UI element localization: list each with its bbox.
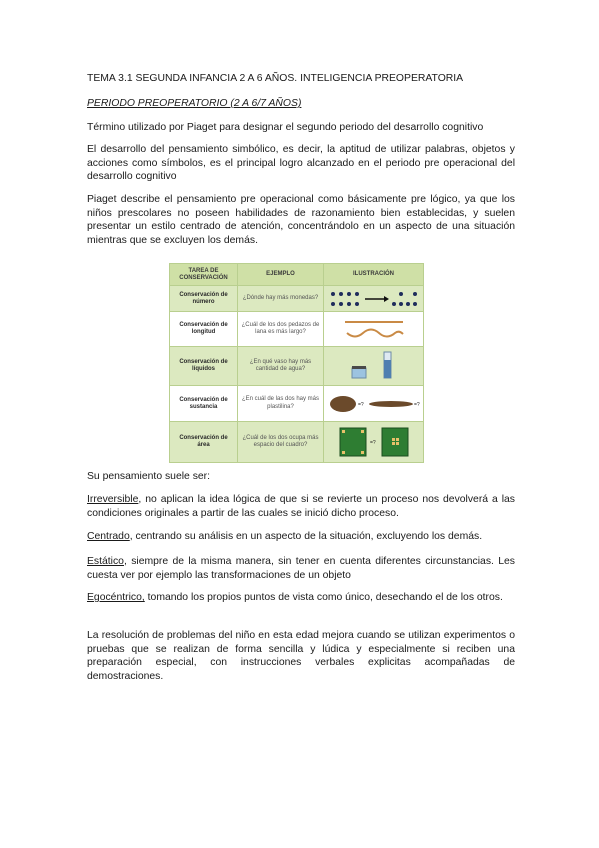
document-title: TEMA 3.1 SEGUNDA INFANCIA 2 A 6 AÑOS. INTELIGENCIA PREOPERATORIA bbox=[87, 73, 464, 84]
task-example: ¿En qué vaso hay más cantidad de agua? bbox=[238, 347, 324, 386]
clay-shapes-icon bbox=[324, 386, 424, 422]
task-example: ¿Cuál de los dos pedazos de lana es más largo? bbox=[238, 312, 324, 347]
table-row bbox=[170, 312, 424, 347]
table-row bbox=[170, 286, 424, 312]
table-row bbox=[170, 422, 424, 463]
section-subtitle: PERIODO PREOPERATORIO (2 A 6/7 AÑOS) bbox=[87, 98, 302, 109]
table-header-task: TAREA DE CONSERVACIÓN bbox=[170, 264, 238, 286]
trait-egocentrico bbox=[87, 591, 515, 605]
svg-text:=?: =? bbox=[369, 440, 376, 446]
trait-irreversible bbox=[87, 493, 515, 520]
coins-rows-icon bbox=[324, 286, 424, 312]
task-label: Conservación de sustancia bbox=[170, 386, 238, 422]
trait-text: , centrando su análisis en un aspecto de la situación, excluyendo los demás. bbox=[129, 531, 483, 542]
paragraph-symbolic-thought: El desarrollo del pensamiento simbólico, es decir, la aptitud de utilizar palabras, objetos y acciones como símbolos, es el principal logro alcanzado en el periodo pre operacional del desarrollo cognitivo bbox=[87, 144, 515, 183]
svg-text:=?: =? bbox=[358, 401, 364, 408]
table-header-illustration: ILUSTRACIÓN bbox=[324, 264, 424, 286]
trait-term: Egocéntrico, bbox=[87, 592, 145, 603]
task-label: Conservación de líquidos bbox=[170, 347, 238, 386]
task-example: ¿Cuál de los dos ocupa más espacio del cuadro? bbox=[238, 422, 324, 463]
yarn-pieces-icon bbox=[324, 312, 424, 347]
trait-term: Irreversible bbox=[87, 494, 139, 505]
paragraph-problem-solving: La resolución de problemas del niño en esta edad mejora cuando se utilizan experimentos o pruebas que se realizan de forma sencilla y lúdica y especialmente si reciben una preparación especial, con instrucciones verbales explicitas acompañadas de demostraciones. bbox=[87, 630, 515, 682]
svg-text:=?: =? bbox=[414, 401, 420, 408]
conservation-tasks-table bbox=[169, 263, 424, 463]
paragraph-thought-intro: Su pensamiento suele ser: bbox=[87, 471, 211, 482]
trait-term: Estático bbox=[87, 556, 124, 567]
water-glasses-icon bbox=[324, 347, 424, 386]
task-example: ¿En cuál de las dos hay más plastilina? bbox=[238, 386, 324, 422]
paragraph-definition: Término utilizado por Piaget para designar el segundo periodo del desarrollo cognitivo bbox=[87, 122, 484, 133]
task-label: Conservación de número bbox=[170, 286, 238, 312]
task-example: ¿Dónde hay más monedas? bbox=[238, 286, 324, 312]
trait-centrado bbox=[87, 530, 515, 544]
trait-text: , siempre de la misma manera, sin tener en cuenta diferentes circunstancias. Les cuesta ver por ejemplo las transformaciones de un objeto bbox=[87, 556, 515, 581]
table-row bbox=[170, 386, 424, 422]
table-header-example: EJEMPLO bbox=[238, 264, 324, 286]
task-label: Conservación de longitud bbox=[170, 312, 238, 347]
paragraph-prelogical: Piaget describe el pensamiento pre operacional como básicamente pre lógico, ya que los niños prescolares no poseen habilidades de razonamiento bien establecidas, y suelen presentar un estilo centrado de atención, concentrándolo en un aspecto de una situación mientras que se excluyen los demás. bbox=[87, 194, 515, 246]
trait-text: tomando los propios puntos de vista como único, desechando el de los otros. bbox=[144, 592, 503, 603]
area-squares-icon bbox=[324, 422, 424, 463]
table-row bbox=[170, 347, 424, 386]
trait-term: Centrado bbox=[87, 531, 130, 542]
task-label: Conservación de área bbox=[170, 422, 238, 463]
trait-text: , no aplican la idea lógica de que si se revierte un proceso nos devolverá a las condiciones originales a partir de las cuales se inició dicho proceso. bbox=[87, 494, 515, 519]
trait-estatico bbox=[87, 555, 515, 582]
